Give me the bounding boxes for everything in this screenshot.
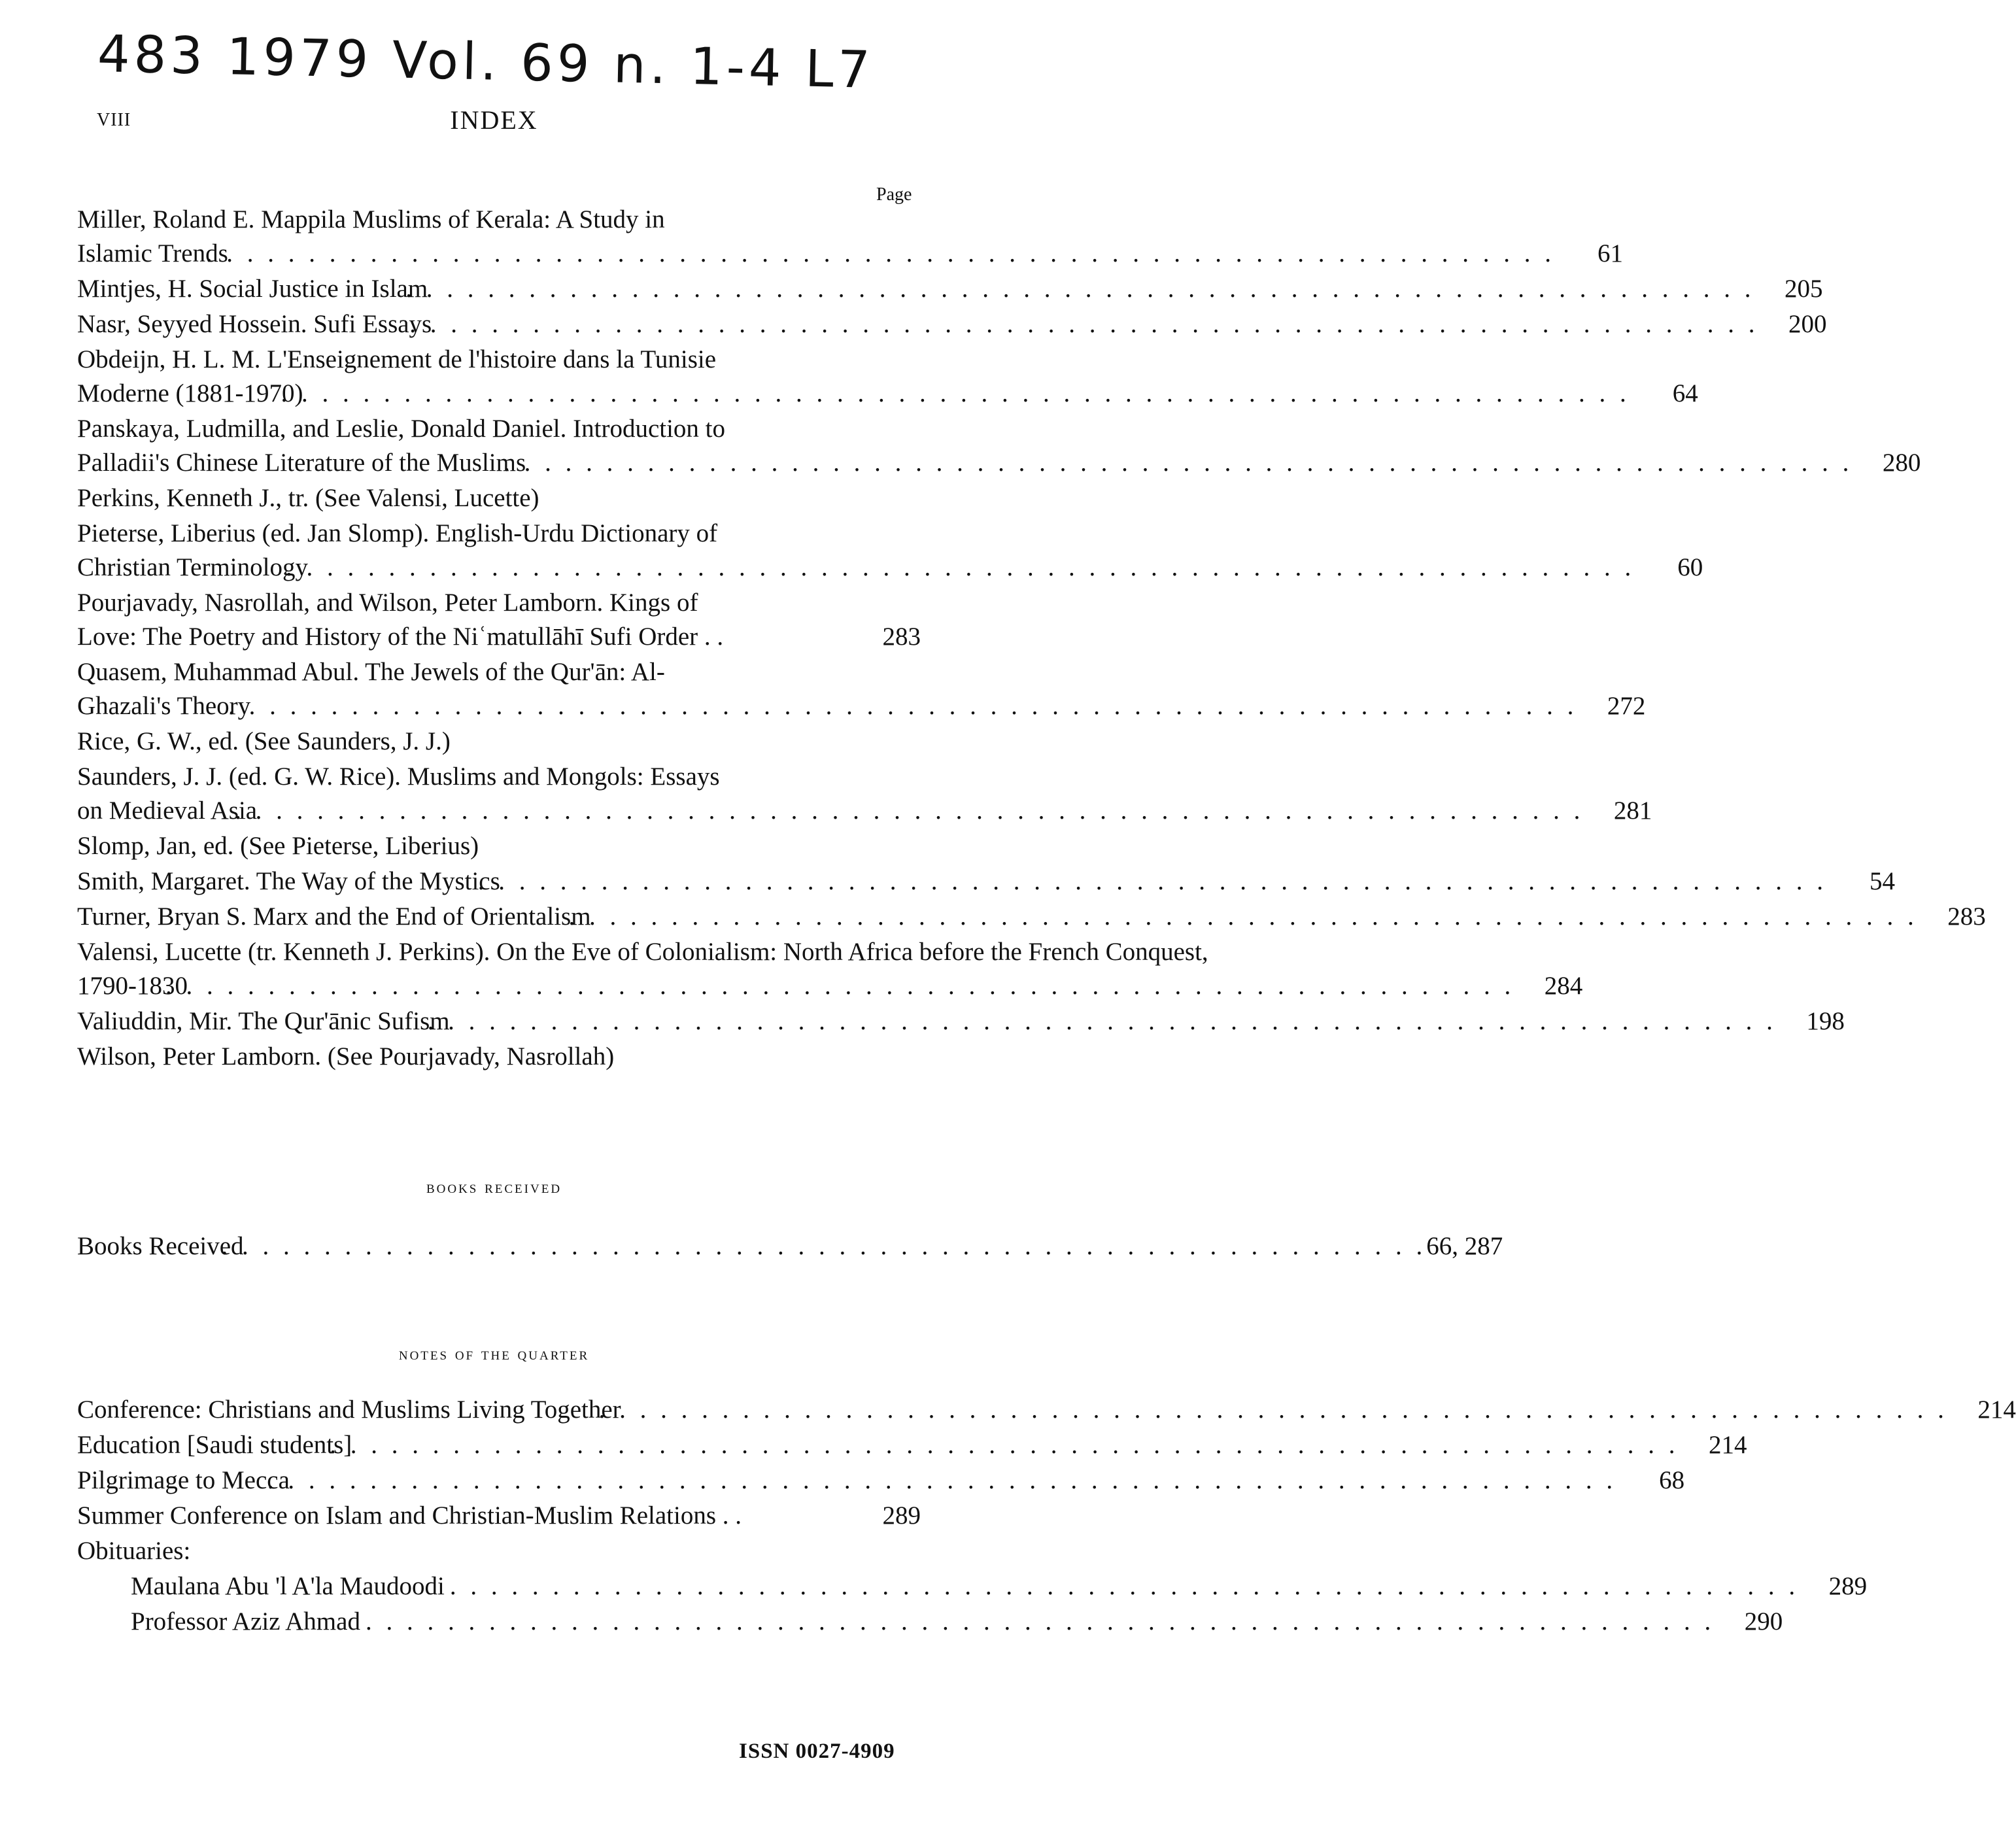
entry-text: Perkins, Kenneth J., tr. (See Valensi, Lucette) (77, 484, 539, 512)
entry-text-final-line: Maulana Abu 'l A'la Maudoodi (131, 1572, 445, 1600)
entry-text: Saunders, J. J. (ed. G. W. Rice). Muslims and Mongols: Essays (77, 762, 720, 791)
leader-dots: . . . . . . . . . . . . . . . . . . . . . . . . . . . . . . . . . . . . . . . . . . . . . . . . . . . . . . . . . . . . . . . . . . (165, 972, 1515, 1000)
list-item (77, 1499, 921, 1533)
entry-text-final-line: 1790-1830 (77, 972, 188, 1000)
entry-text-final-line: Islamic Trends (77, 239, 228, 267)
entry-text: Rice, G. W., ed. (See Saunders, J. J.) (77, 727, 451, 755)
list-item (77, 517, 1703, 585)
list-item (77, 1605, 1783, 1639)
entry-text-final-line: Nasr, Seyyed Hossein. Sufi Essays (77, 310, 432, 338)
leader-dots: . . . . . . . . . . . . . . . . . . . . . . . . . . . . . . . . . . . . . . . . . . . . . . . . . . . . . . . . . . . . . . . . . . (285, 553, 1635, 581)
entry-text: Obdeijn, H. L. M. L'Enseignement de l'histoire dans la Tunisie (77, 345, 717, 373)
list-item (77, 272, 1823, 306)
entry-text-final-line: Education [Saudi students] (77, 1431, 352, 1459)
leader-dots: . . . . . . . . . . . . . . . . . . . . . . . . . . . . . . . . . . . . . . . . . . . . . . . . . . . . . . . . . . . . . . . . . . (205, 239, 1556, 267)
entry-text-final-line: Obituaries: (77, 1537, 191, 1565)
index-list (77, 203, 1986, 1075)
notes-of-the-quarter-heading: notes of the quarter (398, 1344, 590, 1363)
entry-page: 290 (1744, 1607, 1783, 1636)
entry-text-final-line: Love: The Poetry and History of the Niʿmatullāhī Sufi Order . . (77, 623, 724, 651)
leader-dots: . . . . . . . . . . . . . . . . . . . . . . . . . . . . . . . . . . . . . . . . . . . . . . . . . . . . . . . . . . . . . . . . . . (235, 797, 1584, 825)
list-item (77, 1004, 1845, 1038)
entry-text-final-line: Ghazali's Theory (77, 692, 251, 720)
leader-dots: . . . . . . . . . . . . . . . . . . . . . . . . . . . . . . . . . . . . . . . . . . . . . . . . . . . . . . . . . . . . . . . . . . (228, 692, 1578, 720)
entry-text-final-line: Conference: Christians and Muslims Living Together (77, 1396, 621, 1424)
entry-page: 283 (1947, 902, 1986, 931)
entry-page: 289 (882, 1501, 921, 1530)
page-column-label: Page (876, 184, 912, 205)
entry-text-final-line: Christian Terminology (77, 553, 308, 581)
entry-text: Slomp, Jan, ed. (See Pieterse, Liberius) (77, 832, 479, 860)
leader-dots: . . . . . . . . . . . . . . . . . . . . . . . . . . . . . . . . . . . . . . . . . . . . . . . . . . . . . . . . . . . . . . . . . . (477, 867, 1828, 895)
books-received-list (77, 1229, 1503, 1265)
entry-text-final-line: Smith, Margaret. The Way of the Mystics (77, 867, 500, 895)
entry-text: Miller, Roland E. Mappila Muslims of Kerala: A Study in (77, 205, 665, 233)
list-item (77, 1464, 1685, 1498)
leader-dots: . . . . . . . . . . . . . . . . . . . . . . . . . . . . . . . . . . . . . . . . . . . . . . . . . . . . . . . . . . . . . . . . . . (267, 1466, 1617, 1494)
entry-page: 280 (1882, 449, 1921, 477)
entry-page: 64 (1672, 379, 1698, 407)
list-item (77, 655, 1646, 723)
list-item (77, 481, 921, 515)
leader-dots: . . . . . . . . . . . . . . . . . . . . . . . . . . . . . . . . . . . . . . . . . . . . . . . . . . . . . . . . . . . . . . . . . . (568, 902, 1918, 931)
books-received-heading: books received (426, 1177, 562, 1197)
entry-text: Wilson, Peter Lamborn. (See Pourjavady, Nasrollah) (77, 1042, 615, 1071)
entry-text: Quasem, Muhammad Abul. The Jewels of the Qur'ān: Al- (77, 658, 665, 686)
leader-dots: . . . . . . . . . . . . . . . . . . . . . . . . . . . . . . . . . . . . . . . . . . . . . . . . . . . . . . . . . . . . . . . . . . (449, 1572, 1800, 1600)
list-item (77, 343, 1698, 411)
entry-text-final-line: Turner, Bryan S. Marx and the End of Orientalism (77, 902, 591, 931)
entry-text: Pieterse, Liberius (ed. Jan Slomp). English-Urdu Dictionary of (77, 519, 718, 547)
list-item (77, 760, 1652, 828)
entry-text-final-line: Palladii's Chinese Literature of the Muslims (77, 449, 526, 477)
leader-dots: . . . . . . . . . . . . . . . . . . . . . . . . . . . . . . . . . . . . . . . . . . . . . . . . . . . . . . . . . . . (221, 1232, 1427, 1260)
issn-number: ISSN 0027-4909 (739, 1739, 895, 1763)
list-item (77, 865, 1896, 899)
list-item (77, 1569, 1868, 1603)
entry-page: 68 (1659, 1466, 1685, 1494)
entry-text-final-line: Summer Conference on Islam and Christian-Muslim Relations . . (77, 1501, 742, 1530)
entry-text: Pourjavady, Nasrollah, and Wilson, Peter Lamborn. Kings of (77, 589, 698, 617)
page-number: VIII (97, 110, 131, 130)
entry-text-final-line: Moderne (1881-1970) (77, 379, 303, 407)
list-item (77, 203, 1624, 271)
entry-text: Panskaya, Ludmilla, and Leslie, Donald Daniel. Introduction to (77, 415, 726, 443)
list-item (77, 829, 921, 863)
entry-page: 54 (1870, 867, 1896, 895)
leader-dots: . . . . . . . . . . . . . . . . . . . . . . . . . . . . . . . . . . . . . . . . . . . . . . . . . . . . . . . . . . . . . . . . . . (330, 1431, 1679, 1459)
entry-page: 61 (1597, 239, 1624, 267)
entry-page: 205 (1784, 275, 1823, 303)
handwritten-shelfmark: 483 1979 Vol. 69 n. 1-4 L7 (97, 25, 875, 100)
list-item (77, 725, 921, 759)
entry-page: 60 (1677, 553, 1703, 581)
notes-list (77, 1393, 2016, 1640)
list-item (77, 586, 921, 654)
page-title: INDEX (450, 105, 538, 135)
list-item (77, 307, 1827, 341)
entry-page: 284 (1544, 972, 1583, 1000)
list-item (77, 1393, 2016, 1427)
entry-page: 272 (1607, 692, 1646, 720)
leader-dots: . . . . . . . . . . . . . . . . . . . . . . . . . . . . . . . . . . . . . . . . . . . . . . . . . . . . . . . . . . . . . . . . . . (405, 275, 1755, 303)
entry-text-final-line: Professor Aziz Ahmad (131, 1607, 360, 1636)
list-item (77, 900, 1986, 934)
leader-dots: . . . . . . . . . . . . . . . . . . . . . . . . . . . . . . . . . . . . . . . . . . . . . . . . . . . . . . . . . . . . . . . . . . (504, 449, 1853, 477)
books-received-pages: 66, 287 (1426, 1232, 1503, 1260)
entry-page: 283 (882, 623, 921, 651)
entry-page: 198 (1806, 1007, 1845, 1035)
entry-page: 214 (1977, 1396, 2016, 1424)
entry-text-final-line: Pilgrimage to Mecca (77, 1466, 290, 1494)
entry-page: 200 (1788, 310, 1827, 338)
list-item (77, 1428, 1747, 1462)
leader-dots: . . . . . . . . . . . . . . . . . . . . . . . . . . . . . . . . . . . . . . . . . . . . . . . . . . . . . . . . . . . . . . . . . . (598, 1396, 1948, 1424)
list-item (77, 935, 1583, 1003)
entry-text-final-line: on Medieval Asia (77, 797, 258, 825)
entry-page: 214 (1709, 1431, 1747, 1459)
books-received-label: Books Received (77, 1232, 244, 1260)
entry-text: Valensi, Lucette (tr. Kenneth J. Perkins). On the Eve of Colonialism: North Africa before the French Conquest, (77, 938, 1208, 966)
list-item (77, 1229, 1503, 1263)
list-item (77, 1040, 921, 1074)
list-item (77, 1534, 921, 1568)
leader-dots: . . . . . . . . . . . . . . . . . . . . . . . . . . . . . . . . . . . . . . . . . . . . . . . . . . . . . . . . . . . . . . . . . . (409, 310, 1759, 338)
leader-dots: . . . . . . . . . . . . . . . . . . . . . . . . . . . . . . . . . . . . . . . . . . . . . . . . . . . . . . . . . . . . . . . . . . (365, 1607, 1715, 1636)
leader-dots: . . . . . . . . . . . . . . . . . . . . . . . . . . . . . . . . . . . . . . . . . . . . . . . . . . . . . . . . . . . . . . . . . . (281, 379, 1630, 407)
entry-text-final-line: Mintjes, H. Social Justice in Islam (77, 275, 428, 303)
entry-page: 289 (1828, 1572, 1868, 1600)
entry-text-final-line: Valiuddin, Mir. The Qur'ānic Sufism (77, 1007, 450, 1035)
leader-dots: . . . . . . . . . . . . . . . . . . . . . . . . . . . . . . . . . . . . . . . . . . . . . . . . . . . . . . . . . . . . . . . . . . (427, 1007, 1777, 1035)
entry-page: 281 (1613, 797, 1652, 825)
list-item (77, 412, 1921, 480)
